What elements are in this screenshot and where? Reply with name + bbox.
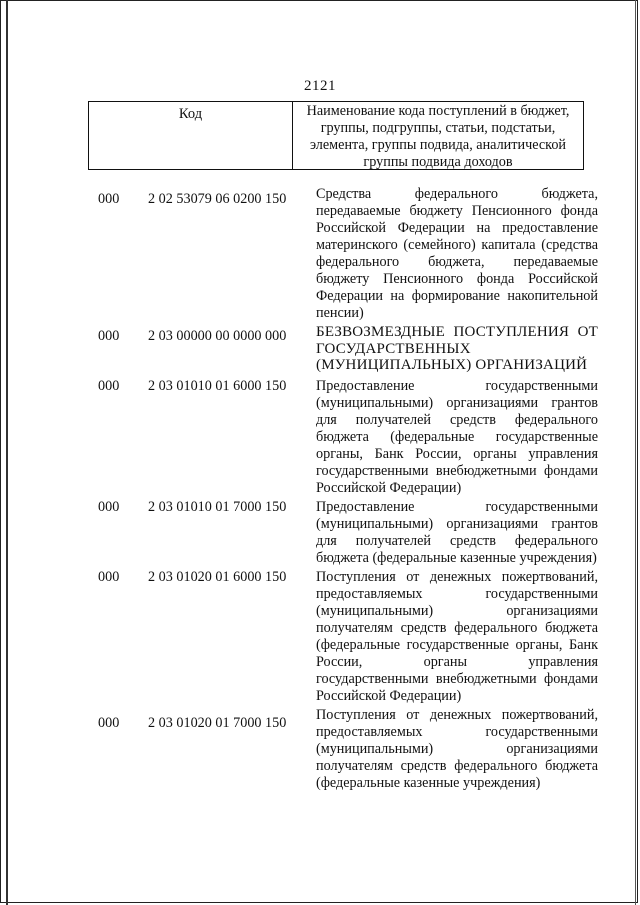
admin-code: 000 [98,498,120,515]
table-row [0,324,640,374]
table-header [88,101,584,170]
code-list [0,186,640,794]
budget-code: 2 02 53079 06 0200 150 [148,191,287,207]
page-number: 2121 [304,78,336,94]
budget-code: 2 03 00000 00 0000 000 [148,328,287,344]
admin-code: 000 [98,714,120,731]
table-row [0,569,640,705]
table-row [0,707,640,792]
table-row [0,499,640,567]
code-description: Поступления от денежных пожертвований, предоставляемых государственными (муниципальными) организациями получателям средств федерального бюджета (федеральные государственные органы, Банк России, органы управления государственными внебюджетными фондами Российской Федерации) [316,568,598,704]
budget-code: 2 03 01020 01 6000 150 [148,568,287,585]
header-code-column: Код [89,102,293,169]
header-name-column: Наименование кода поступлений в бюджет, группы, подгруппы, статьи, подстатьи, элемента, группы подвида, аналитической группы подвида доходов [306,103,570,170]
budget-code: 2 03 01010 01 6000 150 [148,377,287,394]
admin-code: 000 [98,377,120,394]
table-row [0,186,640,322]
code-description: БЕЗВОЗМЕЗДНЫЕ ПОСТУПЛЕНИЯ ОТ ГОСУДАРСТВЕННЫХ (МУНИЦИПАЛЬНЫХ) ОРГАНИЗАЦИЙ [316,324,598,373]
budget-code: 2 03 01010 01 7000 150 [148,498,287,515]
code-description: Средства федерального бюджета, передаваемые бюджету Пенсионного фонда Российской Федерации на предоставление материнского (семейного) капитала (средства федерального бюджета, передаваемые бюджету Пенсионного фонда Российской Федерации на формирование накопительной пенсии) [316,186,598,321]
code-description: Предоставление государственными (муниципальными) организациями грантов для получателей средств федерального бюджета (федеральные государственные органы, Банк России, органы управления государственными внебюджетными фондами Российской Федерации) [316,377,598,496]
admin-code: 000 [98,191,120,207]
admin-code: 000 [98,568,120,585]
admin-code: 000 [98,328,120,344]
code-description: Предоставление государственными (муниципальными) организациями грантов для получателей средств федерального бюджета (федеральные казенные учреждения) [316,498,598,566]
budget-code: 2 03 01020 01 7000 150 [148,714,287,731]
table-row [0,378,640,497]
code-description: Поступления от денежных пожертвований, предоставляемых государственными (муниципальными) организациями получателям средств федерального бюджета (федеральные казенные учреждения) [316,706,598,791]
